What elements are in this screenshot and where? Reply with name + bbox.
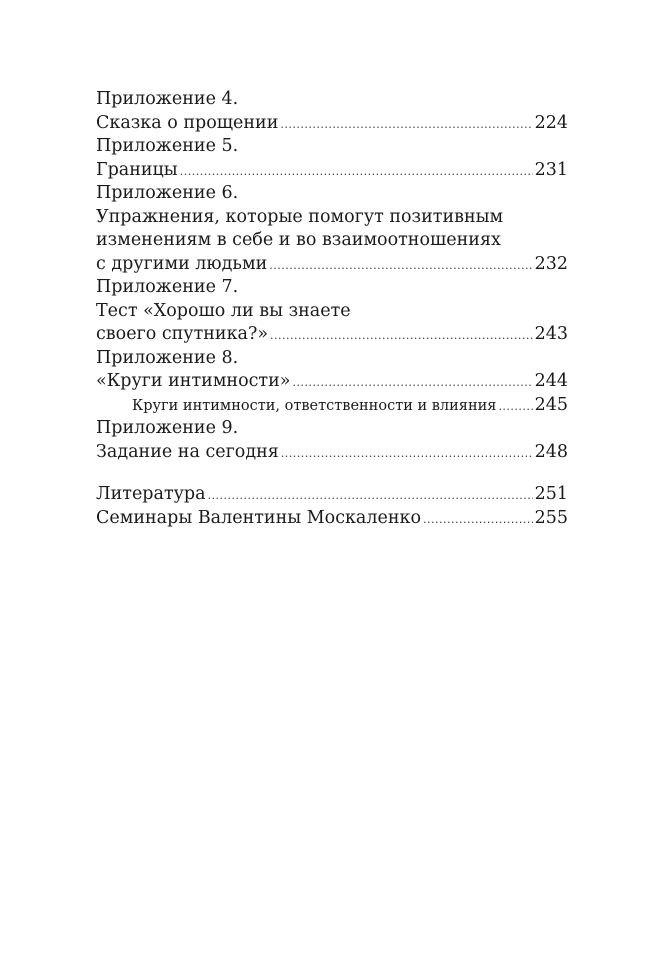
toc-entry-literature[interactable]	[96, 483, 568, 507]
appendix-6-title-line: Упражнения, которые помогут позитивным	[96, 206, 504, 227]
page-number: 245	[534, 394, 568, 415]
subentry-title: Круги интимности, ответственности и влияния	[132, 397, 497, 414]
page-number: 248	[534, 441, 568, 462]
toc-entry-appendix-4[interactable]	[96, 112, 568, 136]
page-number: 224	[534, 112, 568, 133]
page-number: 255	[534, 507, 568, 528]
dot-leader	[269, 254, 532, 278]
appendix-5-heading: Приложение 5.	[96, 136, 239, 156]
entry-title: Сказка о прощении	[96, 112, 279, 133]
dot-leader	[498, 395, 532, 419]
dot-leader	[280, 113, 532, 137]
appendix-7-heading: Приложение 7.	[96, 277, 239, 297]
entry-title: Границы	[96, 159, 178, 180]
dot-leader	[281, 442, 533, 466]
appendix-7-title-line: Тест «Хорошо ли вы знаете	[96, 300, 351, 321]
toc-entry-appendix-7[interactable]	[96, 323, 568, 347]
entry-title: «Круги интимности»	[96, 371, 291, 391]
entry-title: Семинары Валентины Москаленко	[96, 507, 421, 528]
toc-subentry-appendix-8[interactable]	[96, 394, 568, 418]
toc-entry-appendix-5[interactable]	[96, 159, 568, 183]
page-number: 232	[534, 253, 568, 274]
section-gap	[96, 464, 568, 483]
dot-leader	[423, 508, 533, 532]
toc-entry-seminars[interactable]	[96, 507, 568, 531]
dot-leader	[208, 484, 533, 508]
toc-entry-appendix-8[interactable]	[96, 370, 568, 394]
entry-title: своего спутника?»	[96, 324, 269, 344]
toc-entry-appendix-6[interactable]	[96, 253, 568, 277]
table-of-contents	[96, 88, 568, 530]
page-number: 231	[534, 159, 568, 180]
toc-entry-appendix-9[interactable]	[96, 441, 568, 465]
appendix-6-title-line: изменениям в себе и во взаимоотношениях	[96, 230, 501, 250]
dot-leader	[270, 324, 533, 348]
page-number: 251	[534, 484, 568, 504]
dot-leader	[180, 160, 533, 184]
entry-title: Задание на сегодня	[96, 441, 279, 462]
entry-title: Литература	[96, 484, 206, 504]
entry-title: с другими людьми	[96, 253, 268, 274]
appendix-4-heading: Приложение 4.	[96, 89, 239, 109]
dot-leader	[292, 371, 532, 395]
appendix-9-heading: Приложение 9.	[96, 418, 239, 438]
page-number: 244	[534, 371, 568, 391]
page-number: 243	[534, 324, 568, 344]
appendix-6-heading: Приложение 6.	[96, 183, 239, 203]
appendix-8-heading: Приложение 8.	[96, 347, 239, 368]
